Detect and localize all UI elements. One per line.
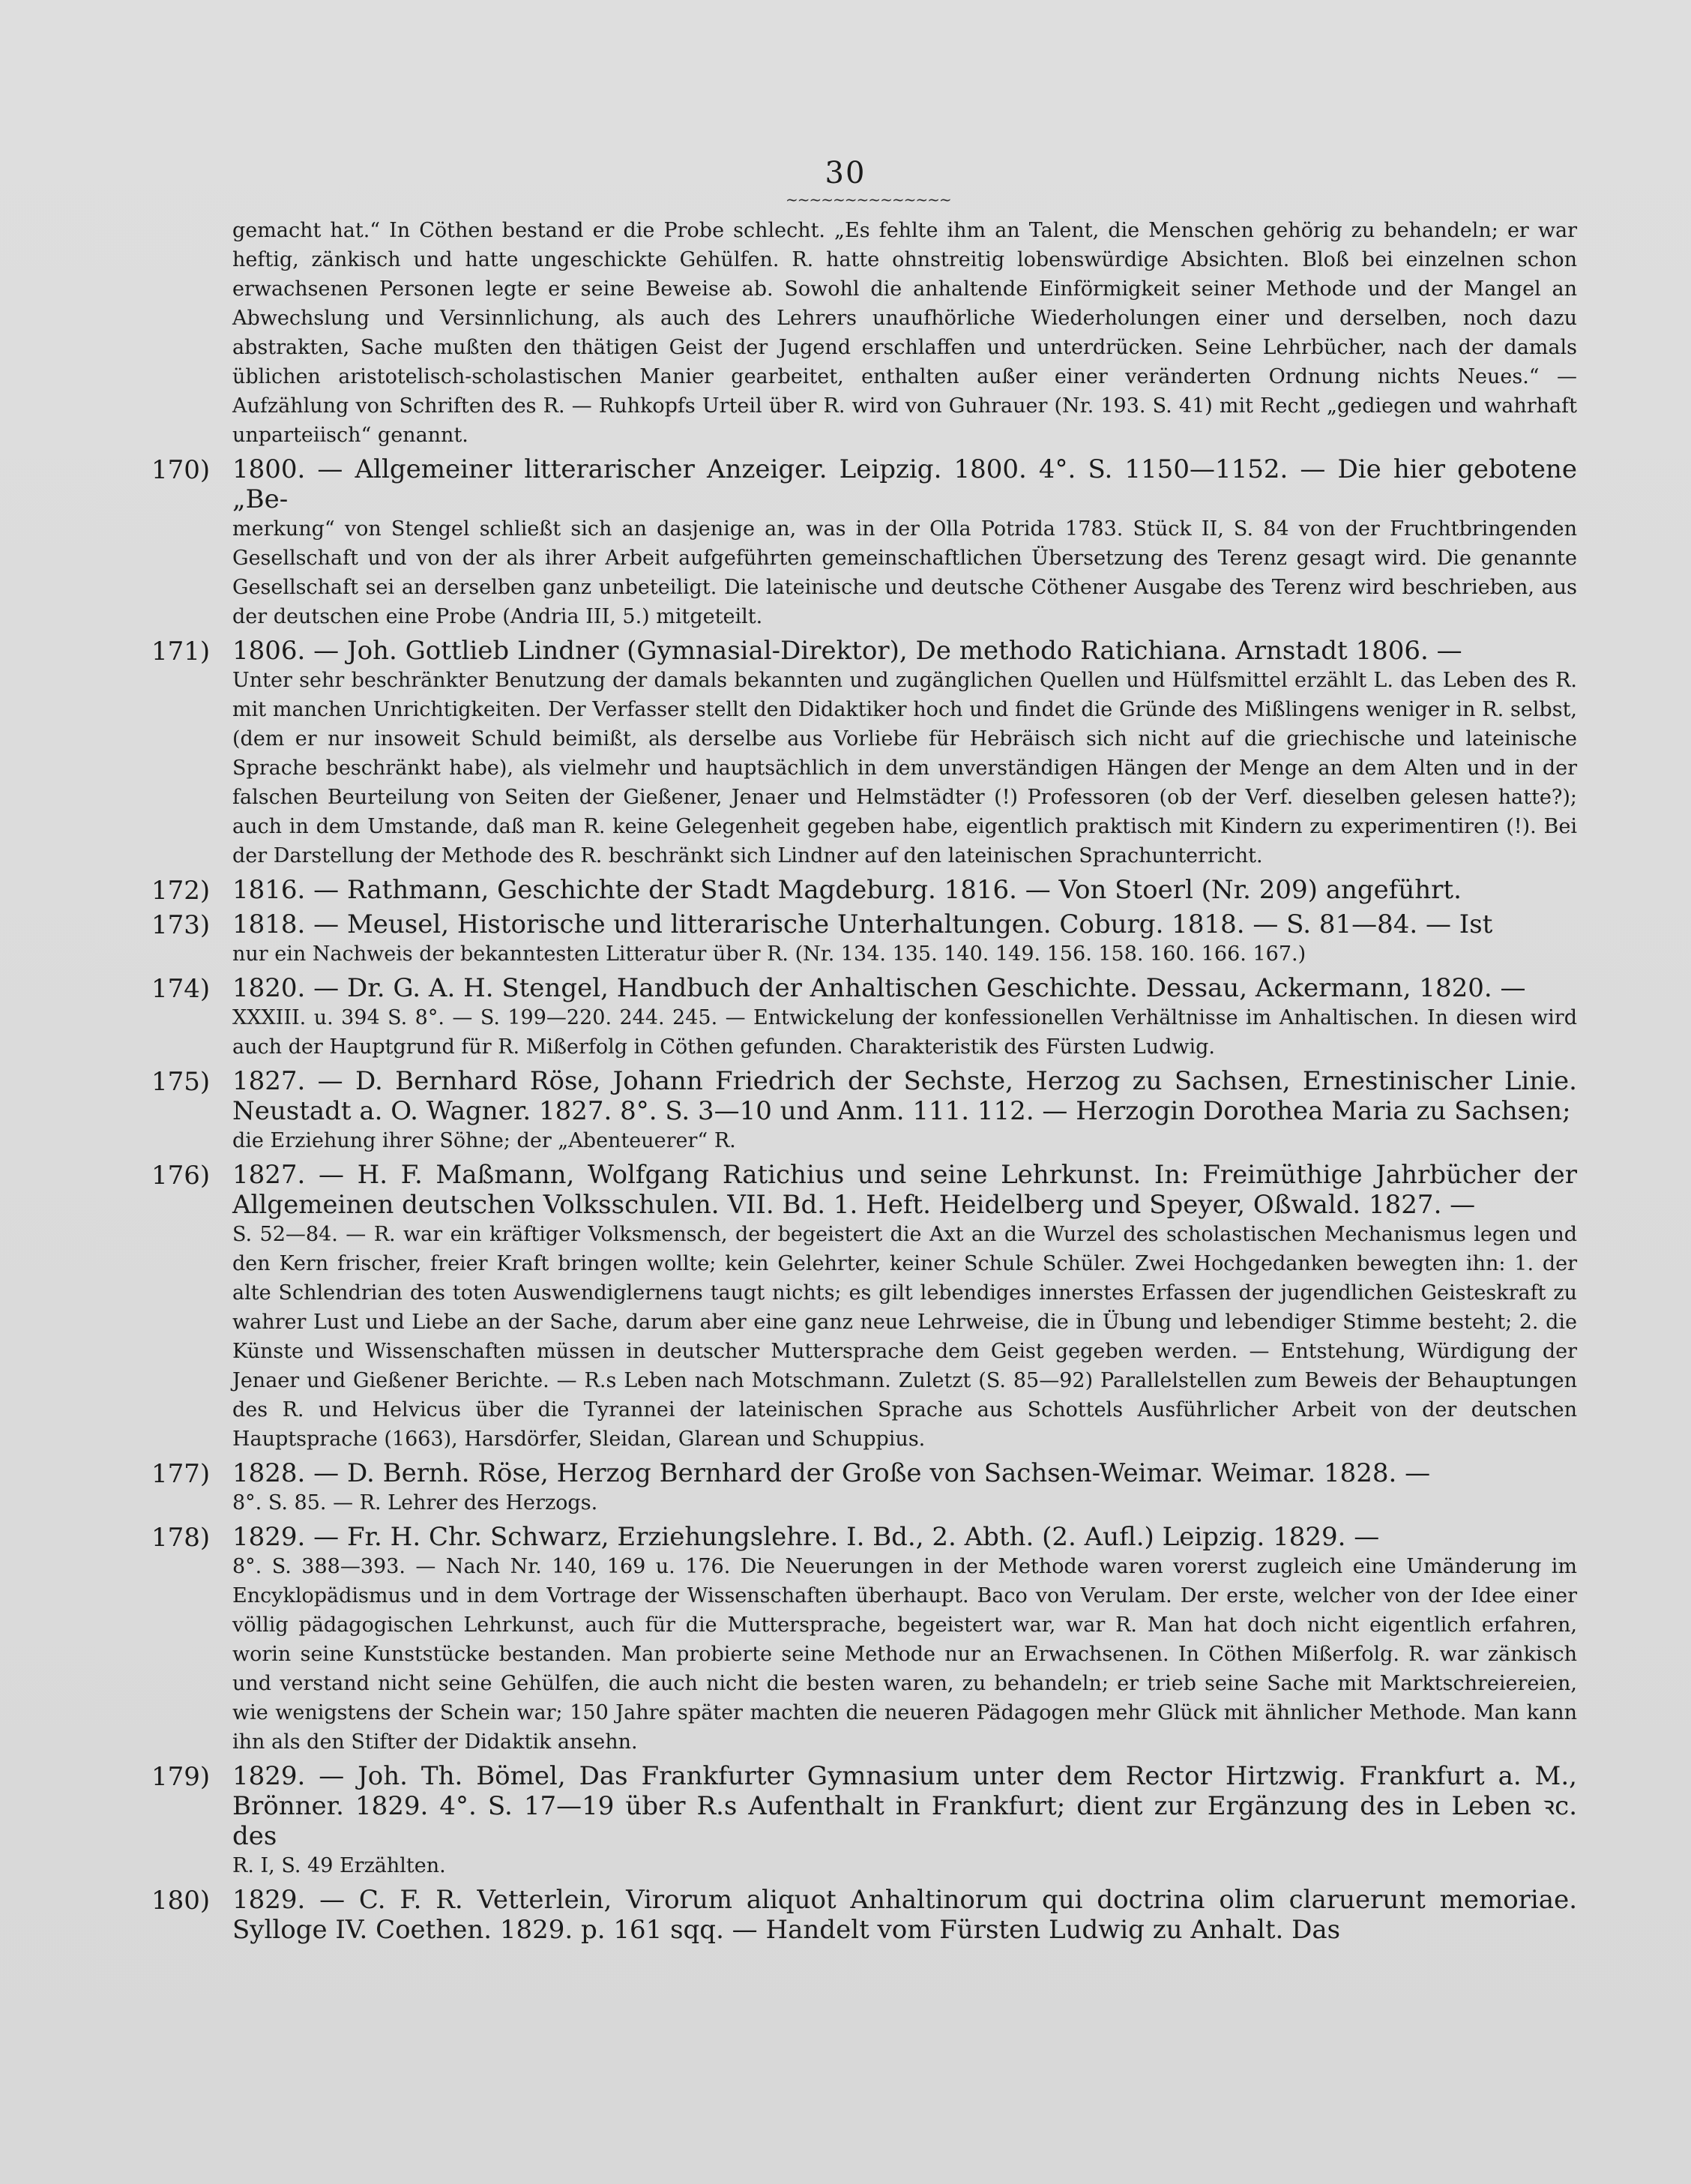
- entry-heading: 1818. — Meusel, Historische und litterarische Unterhaltungen. Coburg. 1818. — S. 81—84. — Ist: [232, 909, 1493, 939]
- bibliography-entry-175: [151, 1066, 1577, 1155]
- entry-text: 8°. S. 85. — R. Lehrer des Herzogs.: [232, 1491, 598, 1514]
- entry-number: 176): [151, 1161, 211, 1191]
- entry-number: 170): [151, 455, 211, 485]
- bibliography-entry-171: [151, 636, 1577, 870]
- entry-number: 174): [151, 974, 211, 1004]
- bibliography-entry-178: [151, 1522, 1577, 1757]
- bibliography-entry-180: [151, 1885, 1577, 1945]
- entry-heading: 1806. — Joh. Gottlieb Lindner (Gymnasial-Direktor), De methodo Ratichiana. Arnstadt 1806. —: [232, 636, 1462, 666]
- bibliography-entry-170: [151, 454, 1577, 631]
- entry-number: 172): [151, 876, 211, 906]
- bibliography-entry-179: [151, 1761, 1577, 1880]
- bibliography-entry-173: [151, 909, 1577, 969]
- page-number-ornament: ~~~~~~~~~~~~~~: [786, 190, 951, 208]
- bibliography-entry-174: [151, 973, 1577, 1062]
- entry-heading: 1827. — H. F. Maßmann, Wolfgang Ratichius und seine Lehrkunst. In: Freimüthige Jahrbücher der Allgemeinen deutschen Volksschulen. VII. Bd. 1. Heft. Heidelberg und Speyer, Oßwald. 1827. —: [232, 1160, 1577, 1220]
- bibliography-entry-176: [151, 1160, 1577, 1454]
- entry-heading: 1820. — Dr. G. A. H. Stengel, Handbuch der Anhaltischen Geschichte. Dessau, Ackermann, 1820. —: [232, 973, 1526, 1003]
- bibliography-entry-177: [151, 1458, 1577, 1517]
- entry-heading: 1800. — Allgemeiner litterarischer Anzeiger. Leipzig. 1800. 4°. S. 1150—1152. — Die hier gebotene „Be-: [232, 454, 1577, 514]
- entry-heading: 1828. — D. Bernh. Röse, Herzog Bernhard der Große von Sachsen-Weimar. Weimar. 1828. —: [232, 1458, 1431, 1488]
- entry-heading: 1829. — Joh. Th. Bömel, Das Frankfurter Gymnasium unter dem Rector Hirtzwig. Frankfurt a. M., Brönner. 1829. 4°. S. 17—19 über R.s Aufenthalt in Frankfurt; dient zur Ergänzung des in Leben ꝛc. des: [232, 1761, 1577, 1851]
- entry-heading: 1829. — C. F. R. Vetterlein, Virorum aliquot Anhaltinorum qui doctrina olim claruerunt memoriae. Sylloge IV. Coethen. 1829. p. 161 sqq. — Handelt vom Fürsten Ludwig zu Anhalt. Das: [232, 1885, 1577, 1945]
- entry-text: nur ein Nachweis der bekanntesten Litteratur über R. (Nr. 134. 135. 140. 149. 156. 158. 160. 166. 167.): [232, 942, 1306, 966]
- entry-number: 173): [151, 910, 211, 940]
- entry-number: 179): [151, 1762, 211, 1792]
- entry-text: 8°. S. 388—393. — Nach Nr. 140, 169 u. 176. Die Neuerungen in der Methode waren vorerst zugleich eine Umänderung im Encyklopädismus und in dem Vortrage der Wissenschaften überhaupt. Baco von Verulam. Der erste, welcher von der Idee einer völlig pädagogischen Lehrkunst, auch für die Muttersprache, begeistert war, war R. Man hat doch nicht eigentlich erfahren, worin seine Kunststücke bestanden. Man probierte seine Methode nur an Erwachsenen. In Cöthen Mißerfolg. R. war zänkisch und verstand nicht seine Gehülfen, die auch nicht die besten waren, zu behandeln; er trieb seine Sache mit Marktschreiereien, wie wenigstens der Schein war; 150 Jahre später machten die neueren Pädagogen mehr Glück mit ähnlicher Methode. Man kann ihn als den Stifter der Didaktik ansehn.: [232, 1555, 1577, 1754]
- entry-heading: 1816. — Rathmann, Geschichte der Stadt Magdeburg. 1816. — Von Stoerl (Nr. 209) angeführt.: [232, 875, 1462, 905]
- entry-text: merkung“ von Stengel schließt sich an dasjenige an, was in der Olla Potrida 1783. Stück II, S. 84 von der Fruchtbringenden Gesellschaft und von der als ihrer Arbeit aufgeführten gemeinschaftlichen Übersetzung des Terenz gesagt wird. Die genannte Gesellschaft sei an derselben ganz unbeteiligt. Die lateinische und deutsche Cöthener Ausgabe des Terenz wird beschrieben, aus der deutschen eine Probe (Andria III, 5.) mitgeteilt.: [232, 517, 1577, 628]
- entry-text: S. 52—84. — R. war ein kräftiger Volksmensch, der begeistert die Axt an die Wurzel des scholastischen Mechanismus legen und den Kern frischer, freier Kraft bringen wollte; kein Gelehrter, keiner Schule Schüler. Zwei Hochgedanken bewegten ihn: 1. der alte Schlendrian des toten Auswendiglernens taugt nichts; es gilt lebendiges innerstes Erfassen der jugendlichen Geisteskraft zu wahrer Lust und Liebe an der Sache, darum aber eine ganz neue Lehrweise, die in Übung und lebendiger Stimme besteht; 2. die Künste und Wissenschaften müssen in deutscher Muttersprache dem Geist gegeben werden. — Entstehung, Würdigung der Jenaer und Gießener Berichte. — R.s Leben nach Motschmann. Zuletzt (S. 85—92) Parallelstellen zum Beweis der Behauptungen des R. und Helvicus über die Tyrannei der lateinischen Sprache aus Schottels Ausführlicher Arbeit von der deutschen Hauptsprache (1663), Harsdörfer, Sleidan, Glarean und Schuppius.: [232, 1223, 1577, 1451]
- entry-heading: 1827. — D. Bernhard Röse, Johann Friedrich der Sechste, Herzog zu Sachsen, Ernestinischer Linie. Neustadt a. O. Wagner. 1827. 8°. S. 3—10 und Anm. 111. 112. — Herzogin Dorothea Maria zu Sachsen;: [232, 1066, 1577, 1126]
- entry-number: 177): [151, 1459, 211, 1489]
- entry-text: die Erziehung ihrer Söhne; der „Abenteuerer“ R.: [232, 1129, 736, 1152]
- page-body: [151, 216, 1577, 1945]
- intro-paragraph: gemacht hat.“ In Cöthen bestand er die Probe schlecht. „Es fehlte ihm an Talent, die Menschen gehörig zu behandeln; er war heftig, zänkisch und hatte ungeschickte Gehülfen. R. hatte ohnstreitig lobenswürdige Absichten. Bloß bei einzelnen schon erwachsenen Personen legte er seine Beweise ab. Sowohl die anhaltende Einförmigkeit seiner Methode und der Mangel an Abwechslung und Versinnlichung, als auch des Lehrers unaufhörliche Wiederholungen einer und derselben, noch dazu abstrakten, Sache mußten den thätigen Geist der Jugend erschlaffen und unterdrücken. Seine Lehrbücher, nach der damals üblichen aristotelisch-scholastischen Manier gearbeitet, enthalten außer einer veränderten Ordnung nichts Neues.“ — Aufzählung von Schriften des R. — Ruhkopfs Urteil über R. wird von Guhrauer (Nr. 193. S. 41) mit Recht „gediegen und wahrhaft unparteiisch“ genannt.: [232, 219, 1577, 447]
- page-number: 30: [825, 156, 866, 190]
- bibliography-entry-172: [151, 875, 1577, 906]
- entry-text: Unter sehr beschränkter Benutzung der damals bekannten und zugänglichen Quellen und Hülfsmittel erzählt L. das Leben des R. mit manchen Unrichtigkeiten. Der Verfasser stellt den Didaktiker hoch und findet die Gründe des Mißlingens weniger in R. selbst, (dem er nur insoweit Schuld beimißt, als derselbe aus Vorliebe für Hebräisch sich nicht auf die griechische und lateinische Sprache beschränkt habe), als vielmehr und hauptsächlich in dem unverständigen Hängen der Menge an dem Alten und in der falschen Beurteilung von Seiten der Gießener, Jenaer und Helmstädter (!) Professoren (ob der Verf. dieselben gelesen hatte?); auch in dem Umstande, daß man R. keine Gelegenheit gegeben habe, eigentlich praktisch mit Kindern zu experimentiren (!). Bei der Darstellung der Methode des R. beschränkt sich Lindner auf den lateinischen Sprachunterricht.: [232, 669, 1577, 867]
- entry-text: R. I, S. 49 Erzählten.: [232, 1854, 446, 1877]
- entry-number: 171): [151, 637, 211, 667]
- entry-text: XXXIII. u. 394 S. 8°. — S. 199—220. 244. 245. — Entwickelung der konfessionellen Verhältnisse im Anhaltischen. In diesen wird auch der Hauptgrund für R. Mißerfolg in Cöthen gefunden. Charakteristik des Fürsten Ludwig.: [232, 1006, 1577, 1059]
- entry-number: 175): [151, 1067, 211, 1097]
- entry-number: 180): [151, 1886, 211, 1916]
- entry-number: 178): [151, 1523, 211, 1553]
- entry-heading: 1829. — Fr. H. Chr. Schwarz, Erziehungslehre. I. Bd., 2. Abth. (2. Aufl.) Leipzig. 1829. —: [232, 1522, 1380, 1552]
